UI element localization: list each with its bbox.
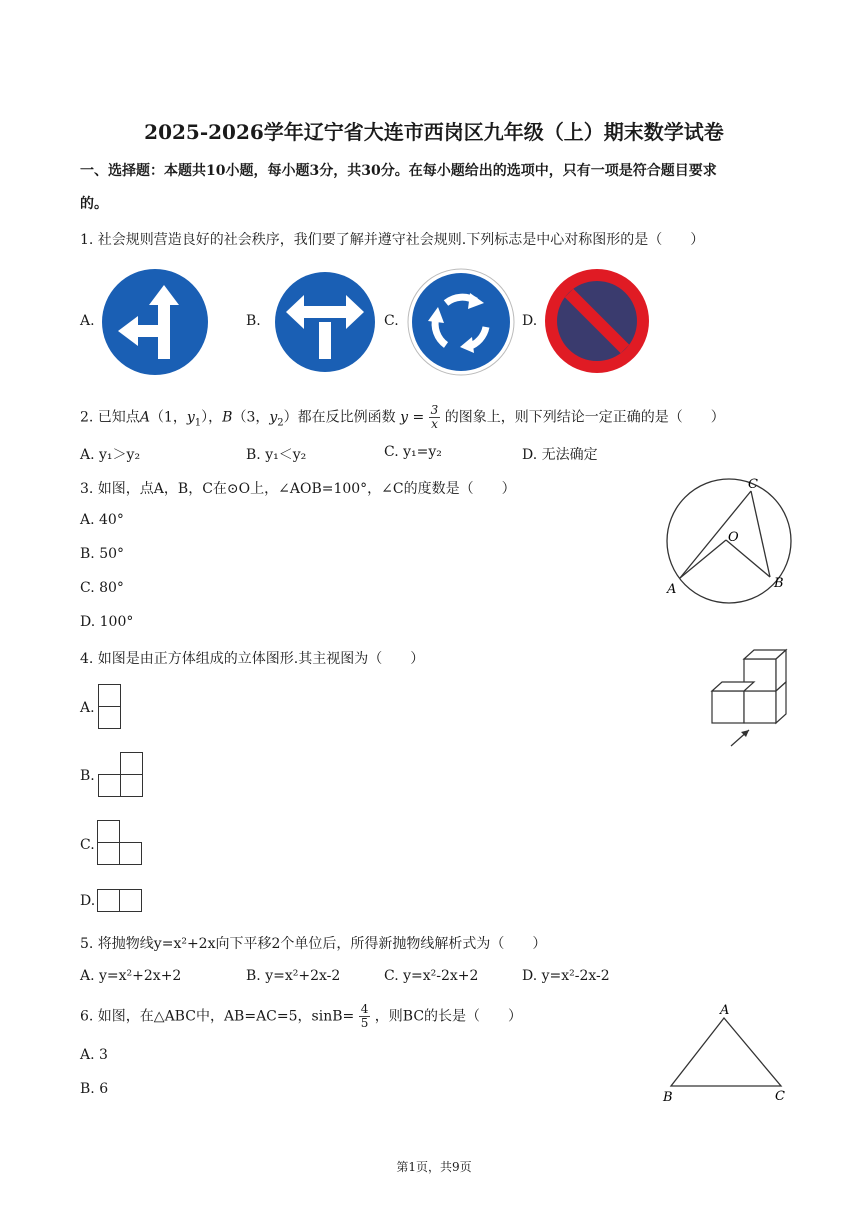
page-title: 2025-2026学年辽宁省大连市西岗区九年级（上）期末数学试卷: [144, 120, 724, 144]
q2-option-a: A. y₁＞y₂: [80, 447, 141, 463]
page-footer: 第1页，共9页: [396, 1160, 472, 1174]
q6-option-a: A. 3: [80, 1047, 108, 1063]
fig6-label-c: C: [775, 1089, 785, 1104]
q4-option-a-figure: [98, 684, 122, 730]
q4-option-d-label: D.: [80, 893, 96, 909]
q4-option-c-figure: [97, 820, 143, 866]
section-header-line2: 的。: [80, 196, 108, 212]
circle-angle-figure: [664, 474, 794, 604]
q3-option-a: A. 40°: [80, 512, 124, 528]
fig3-label-o: O: [728, 530, 739, 545]
question-5-stem: 5. 将抛物线y=x²+2x向下平移2个单位后，所得新抛物线解析式为（ ）: [80, 936, 547, 952]
fig6-label-a: A: [720, 1003, 730, 1018]
q5-option-d: D. y=x²-2x-2: [522, 968, 610, 984]
q6-option-b: B. 6: [80, 1081, 109, 1097]
roundabout-sign-icon: [406, 267, 516, 377]
q5-option-b: B. y=x²+2x-2: [246, 968, 341, 984]
q1-option-d-label: D.: [522, 313, 538, 329]
question-3-stem: 3. 如图，点A，B，C在⊙O上，∠AOB=100°，∠C的度数是（ ）: [80, 481, 516, 497]
q4-option-b-label: B.: [80, 768, 95, 784]
fig3-label-c: C: [748, 477, 758, 492]
question-1-stem: 1. 社会规则营造良好的社会秩序，我们要了解并遵守社会规则.下列标志是中心对称图形的是（ ）: [80, 232, 705, 248]
q3-option-d: D. 100°: [80, 614, 134, 630]
no-parking-sign-icon: [543, 267, 651, 375]
q4-option-d-figure: [97, 889, 143, 913]
fig3-label-a: A: [667, 582, 677, 597]
left-or-right-arrow-sign-icon: [270, 267, 380, 377]
section-header-line1: 一、选择题：本题共10小题，每小题3分，共30分。在每小题给出的选项中，只有一项是符合题目要求: [80, 163, 717, 179]
q4-option-b-figure: [98, 752, 144, 798]
q4-option-c-label: C.: [80, 837, 95, 853]
q2-option-b: B. y₁＜y₂: [246, 447, 307, 463]
q1-option-c-label: C.: [384, 313, 399, 329]
q1-option-b-label: B.: [246, 313, 261, 329]
q3-option-c: C. 80°: [80, 580, 124, 596]
cube-solid-figure: [705, 646, 795, 756]
q5-option-a: A. y=x²+2x+2: [80, 968, 182, 984]
q3-option-b: B. 50°: [80, 546, 125, 562]
q4-option-a-label: A.: [80, 700, 95, 716]
straight-or-left-arrow-sign-icon: [100, 267, 210, 377]
q5-option-c: C. y=x²-2x+2: [384, 968, 479, 984]
q2-option-d: D. 无法确定: [522, 447, 598, 463]
q1-option-a-label: A.: [80, 313, 95, 329]
q2-option-c: C. y₁=y₂: [384, 444, 442, 460]
question-6-stem: 6. 如图，在△ABC中，AB=AC=5，sinB= $\frac{4}{5}$ ，则BC的长是（ ）: [80, 1002, 523, 1030]
question-2-stem: 2. 已知点A（1，$y_1$），B（3，$y_2$）都在反比例函数 y = $\frac{3}{x}$ 的图象上，则下列结论一定正确的是（ ）: [80, 403, 725, 431]
fig3-label-b: B: [774, 576, 784, 591]
question-4-stem: 4. 如图是由正方体组成的立体图形.其主视图为（ ）: [80, 651, 425, 667]
fig6-label-b: B: [663, 1090, 673, 1105]
triangle-figure: [660, 1000, 790, 1106]
